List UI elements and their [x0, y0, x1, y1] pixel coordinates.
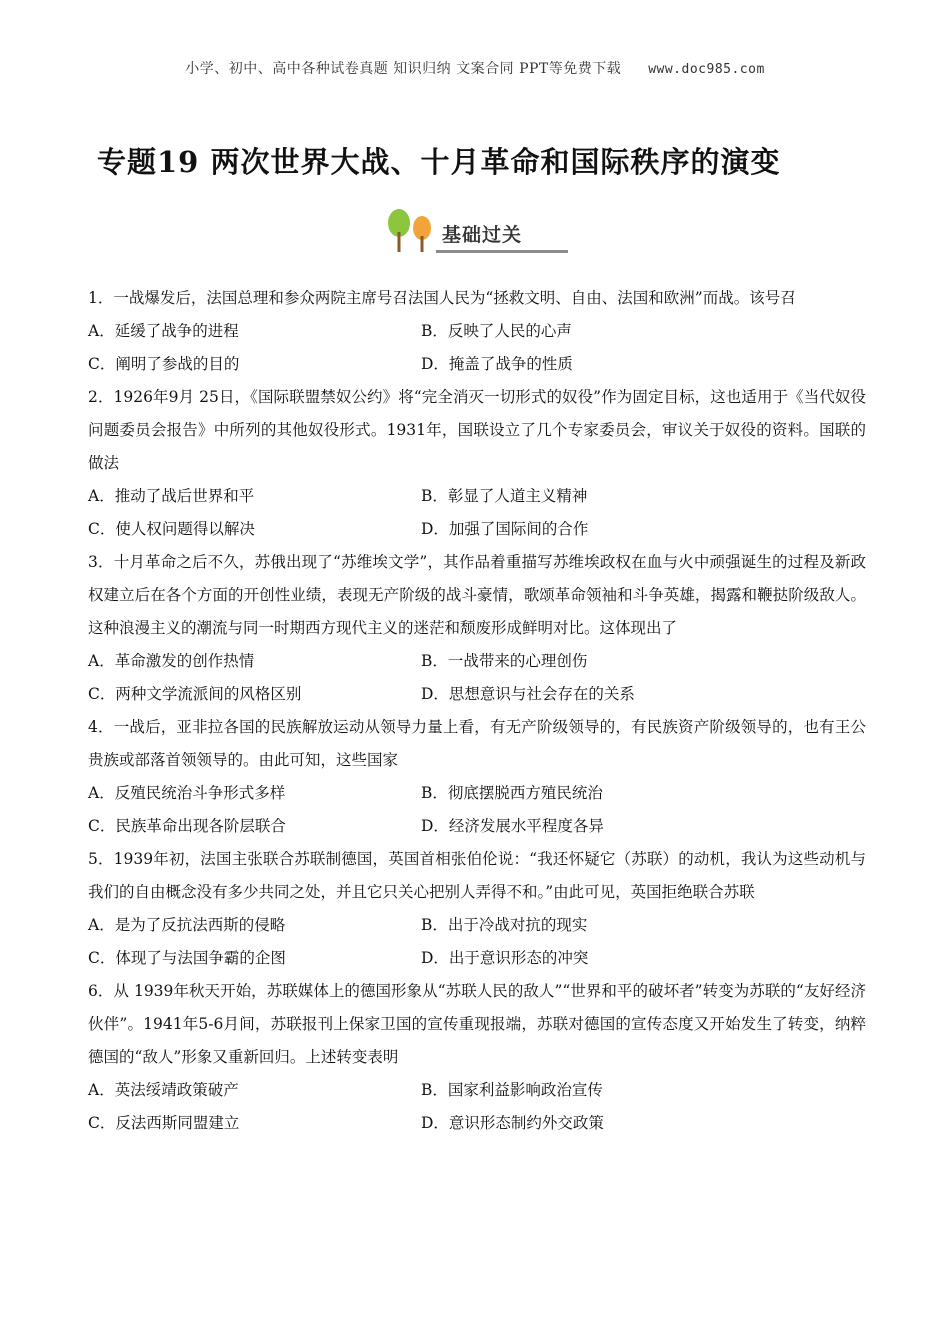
option-a[interactable]: A．革命激发的创作热情 [88, 652, 255, 670]
question-text: 5．1939年初，法国主张联合苏联制德国，英国首相张伯伦说：“我还怀疑它（苏联）的动机，我认为这些动机与我们的自由概念没有多少共同之处，并且它只关心把别人弄得不和。”由此可见，英国拒绝联合苏联 [88, 850, 866, 901]
option-list [88, 315, 866, 381]
question-text: 1．一战爆发后，法国总理和参众两院主席号召法国人民为“拯救文明、自由、法国和欧洲”而战。该号召 [88, 289, 796, 307]
option-b[interactable]: B．彰显了人道主义精神 [421, 487, 588, 505]
option-d[interactable]: D．掩盖了战争的性质 [421, 355, 573, 373]
question-4 [88, 711, 866, 843]
option-d[interactable]: D．加强了国际间的合作 [421, 520, 589, 538]
option-d[interactable]: D．经济发展水平程度各异 [421, 817, 604, 835]
question-6 [88, 975, 866, 1140]
option-a[interactable]: A．推动了战后世界和平 [88, 487, 255, 505]
option-b[interactable]: B．一战带来的心理创伤 [421, 652, 588, 670]
question-text: 4．一战后，亚非拉各国的民族解放运动从领导力量上看，有无产阶级领导的，有民族资产阶级领导的，也有王公贵族或部落首领领导的。由此可知，这些国家 [88, 718, 866, 769]
option-b[interactable]: B．反映了人民的心声 [421, 322, 572, 340]
option-list [88, 777, 866, 843]
option-c[interactable]: C．两种文学流派间的风格区别 [88, 685, 302, 703]
option-list [88, 645, 866, 711]
option-b[interactable]: B．彻底摆脱西方殖民统治 [421, 784, 603, 802]
question-text: 2．1926年9月 25日，《国际联盟禁奴公约》将“完全消灭一切形式的奴役”作为固定目标，这也适用于《当代奴役问题委员会报告》中所列的其他奴役形式。1931年，国联设立了几个专家委员会，审议关于奴役的资料。国联的做法 [88, 388, 866, 472]
option-list [88, 1074, 866, 1140]
section-badge-label: 基础过关 [442, 224, 523, 246]
question-1 [88, 282, 866, 381]
option-d[interactable]: D．意识形态制约外交政策 [421, 1114, 604, 1132]
question-text: 6．从 1939年秋天开始，苏联媒体上的德国形象从“苏联人民的敌人”“世界和平的破坏者”转变为苏联的“友好经济伙伴”。1941年5-6月间，苏联报刊上保家卫国的宣传重现报端，苏联对德国的宣传态度又开始发生了转变，纳粹德国的“敌人”形象又重新回归。上述转变表明 [88, 982, 866, 1066]
option-list [88, 909, 866, 975]
option-c[interactable]: C．使人权问题得以解决 [88, 520, 255, 538]
section-badge [382, 206, 572, 258]
option-c[interactable]: C．反法西斯同盟建立 [88, 1114, 240, 1132]
option-a[interactable]: A．是为了反抗法西斯的侵略 [88, 916, 286, 934]
option-c[interactable]: C．体现了与法国争霸的企图 [88, 949, 286, 967]
option-d[interactable]: D．出于意识形态的冲突 [421, 949, 589, 967]
question-3 [88, 546, 866, 711]
question-2 [88, 381, 866, 546]
header-url[interactable]: www.doc985.com [648, 62, 765, 77]
option-a[interactable]: A．延缓了战争的进程 [88, 322, 239, 340]
option-a[interactable]: A．英法绥靖政策破产 [88, 1081, 239, 1099]
page-title: 专题19 两次世界大战、十月革命和国际秩序的演变 [97, 145, 781, 179]
option-b[interactable]: B．国家利益影响政治宣传 [421, 1081, 603, 1099]
option-d[interactable]: D．思想意识与社会存在的关系 [421, 685, 635, 703]
option-list [88, 480, 866, 546]
question-5 [88, 843, 866, 975]
tree-icon [382, 206, 438, 258]
header-text: 小学、初中、高中各种试卷真题 知识归纳 文案合同 PPT等免费下载 [185, 61, 622, 77]
option-a[interactable]: A．反殖民统治斗争形式多样 [88, 784, 286, 802]
question-text: 3．十月革命之后不久，苏俄出现了“苏维埃文学”，其作品着重描写苏维埃政权在血与火中顽强诞生的过程及新政权建立后在各个方面的开创性业绩，表现无产阶级的战斗豪情，歌颂革命领袖和斗争英雄，揭露和鞭挞阶级敌人。这种浪漫主义的潮流与同一时期西方现代主义的迷茫和颓废形成鲜明对比。这体现出了 [88, 553, 866, 637]
option-b[interactable]: B．出于冷战对抗的现实 [421, 916, 588, 934]
question-list [88, 282, 866, 1140]
option-c[interactable]: C．民族革命出现各阶层联合 [88, 817, 286, 835]
page-header [0, 58, 950, 78]
option-c[interactable]: C．阐明了参战的目的 [88, 355, 240, 373]
section-badge-underline [436, 250, 568, 253]
